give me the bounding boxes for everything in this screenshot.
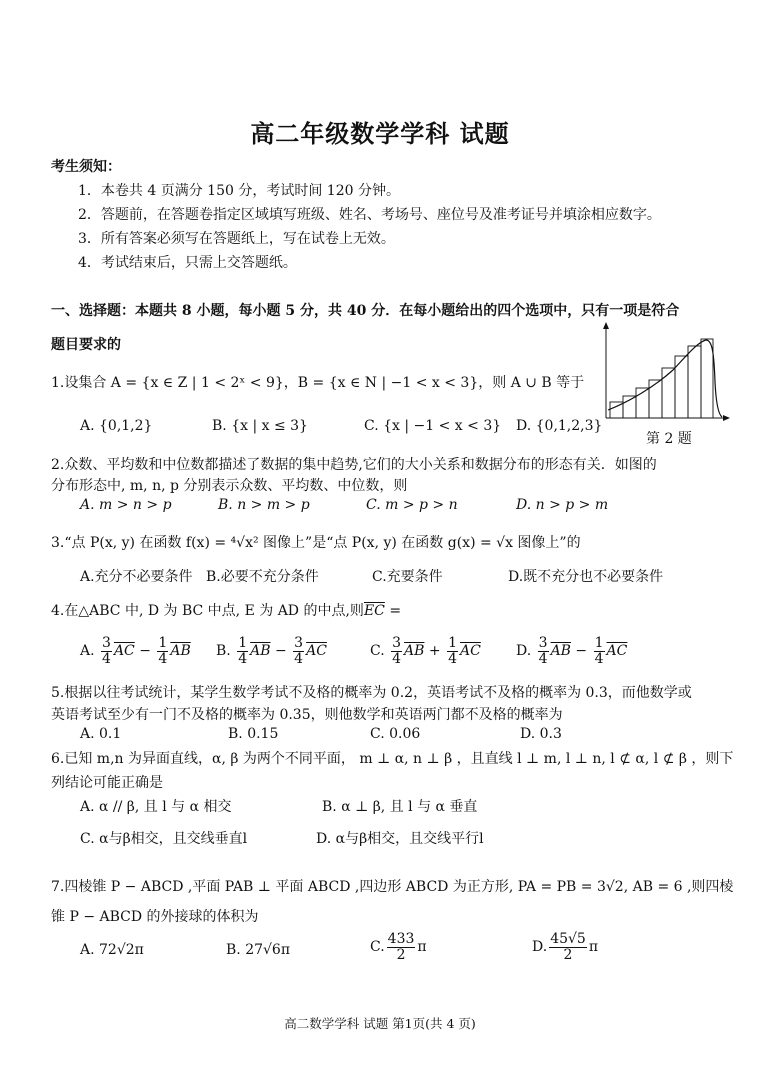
q4-stem-vector: $\overline{EC}$ xyxy=(363,603,385,619)
q4-stem-prefix: 4.在△ABC 中, D 为 BC 中点, E 为 AD 的中点,则 xyxy=(51,603,364,619)
q2-option-c: C. m > p > n xyxy=(366,497,458,513)
q4-stem xyxy=(51,600,401,620)
q6-line2: 列结论可能正确是 xyxy=(51,775,163,791)
option-label: D. xyxy=(516,643,532,660)
q6-option-a: A. α // β, 且 l 与 α 相交 xyxy=(80,799,232,815)
section-heading-line2: 题目要求的 xyxy=(51,337,121,353)
q1-option-c: C. {x | −1 < x < 3} xyxy=(364,418,502,434)
q2-option-d: D. n > p > m xyxy=(516,497,609,513)
q7-option-b: B. 27√6π xyxy=(226,942,291,958)
option-label: B. xyxy=(216,643,231,660)
q5-option-b: B. 0.15 xyxy=(228,726,279,742)
q3-option-b: B.必要不充分条件 xyxy=(206,569,319,585)
q7-option-a: A. 72√2π xyxy=(80,942,144,958)
notice-item-1: 1．本卷共 4 页满分 150 分，考试时间 120 分钟。 xyxy=(78,183,400,199)
q5-option-d: D. 0.3 xyxy=(520,726,562,742)
q7-line2: 锥 P − ABCD 的外接球的体积为 xyxy=(51,909,259,925)
q4-option-b: B. $\frac{1}{4}$ $\overline{AB}$ − $\frac{3}{4}$ $\overline{AC}$ xyxy=(216,635,327,667)
q5-option-c: C. 0.06 xyxy=(370,726,421,742)
q3-stem: 3.“点 P(x, y) 在函数 f(x) = ⁴√x² 图像上”是“点 P(x, y) 在函数 g(x) = √x 图像上”的 xyxy=(51,535,581,551)
q2-line1: 2.众数、平均数和中位数都描述了数据的集中趋势,它们的大小关系和数据分布的形态有关．如图的 xyxy=(51,457,657,473)
q6-option-c: C. α与β相交，且交线垂直l xyxy=(80,831,248,847)
q5-line2: 英语考试至少有一门不及格的概率为 0.35，则他数学和英语两门都不及格的概率为 xyxy=(51,707,563,723)
distribution-figure xyxy=(598,322,730,432)
q4-option-a: A. $\frac{3}{4}$ $\overline{AC}$ − $\frac{1}{4}$ $\overline{AB}$ xyxy=(80,635,191,667)
q4-option-d: D. $\frac{3}{4}$ $\overline{AB}$ − $\frac{1}{4}$ $\overline{AC}$ xyxy=(516,635,628,667)
q2-line2: 分布形态中, m, n, p 分别表示众数、平均数、中位数，则 xyxy=(51,478,408,494)
q7-option-d: D. $\frac{45√5}{2}$ π xyxy=(532,931,599,963)
q6-line1: 6.已知 m,n 为异面直线，α, β 为两个不同平面， m ⊥ α, n ⊥ β ，且直线 l ⊥ m, l ⊥ n, l ⊄ α, l ⊄ β ，则下 xyxy=(51,751,734,767)
q4-option-c: C. $\frac{3}{4}$ $\overline{AB}$ + $\frac{1}{4}$ $\overline{AC}$ xyxy=(370,635,481,667)
q3-option-c: C.充要条件 xyxy=(372,569,443,585)
q1-stem: 1.设集合 A = {x ∈ Z | 1 < 2ˣ < 9}，B = {x ∈ N | −1 < x < 3}，则 A ∪ B 等于 xyxy=(51,375,585,391)
q1-option-d: D. {0,1,2,3} xyxy=(516,418,603,434)
q7-option-c: C. $\frac{433}{2}$ π xyxy=(370,931,427,963)
q3-option-d: D.既不充分也不必要条件 xyxy=(508,569,664,585)
q5-line1: 5.根据以往考试统计，某学生数学考试不及格的概率为 0.2，英语考试不及格的概率为 0.3，而他数学或 xyxy=(51,685,692,701)
notice-item-3: 3．所有答案必须写在答题纸上，写在试卷上无效。 xyxy=(78,231,395,247)
option-label: A. xyxy=(80,643,95,660)
q7-line1: 7.四棱锥 P − ABCD ,平面 PAB ⊥ 平面 ABCD ,四边形 ABCD 为正方形, PA = PB = 3√2, AB = 6 ,则四棱 xyxy=(51,879,734,895)
notice-item-4: 4．考试结束后，只需上交答题纸。 xyxy=(78,255,297,271)
q3-option-a: A.充分不必要条件 xyxy=(80,569,193,585)
q1-option-a: A. {0,1,2} xyxy=(80,418,153,434)
figure-caption: 第 2 题 xyxy=(646,431,692,447)
q6-option-d: D. α与β相交，且交线平行l xyxy=(316,831,484,847)
q1-option-b: B. {x | x ≤ 3} xyxy=(212,418,308,434)
q2-option-b: B. n > m > p xyxy=(218,497,310,513)
q5-option-a: A. 0.1 xyxy=(80,726,122,742)
page-title: 高二年级数学学科 试题 xyxy=(250,119,510,148)
option-label: C. xyxy=(370,643,385,660)
notice-heading: 考生须知： xyxy=(51,159,121,175)
notice-item-2: 2．答题前，在答题卷指定区域填写班级、姓名、考场号、座位号及准考证号并填涂相应数字。 xyxy=(78,207,661,223)
section-heading-line1: 一、选择题：本题共 8 小题，每小题 5 分，共 40 分．在每小题给出的四个选项中，只有一项是符合 xyxy=(51,303,680,319)
q6-option-b: B. α ⊥ β, 且 l 与 α 垂直 xyxy=(322,799,478,815)
q4-stem-suffix: = xyxy=(384,603,402,619)
q2-option-a: A. m > n > p xyxy=(80,497,172,513)
page-footer: 高二数学学科 试题 第1页(共 4 页) xyxy=(284,1016,476,1031)
